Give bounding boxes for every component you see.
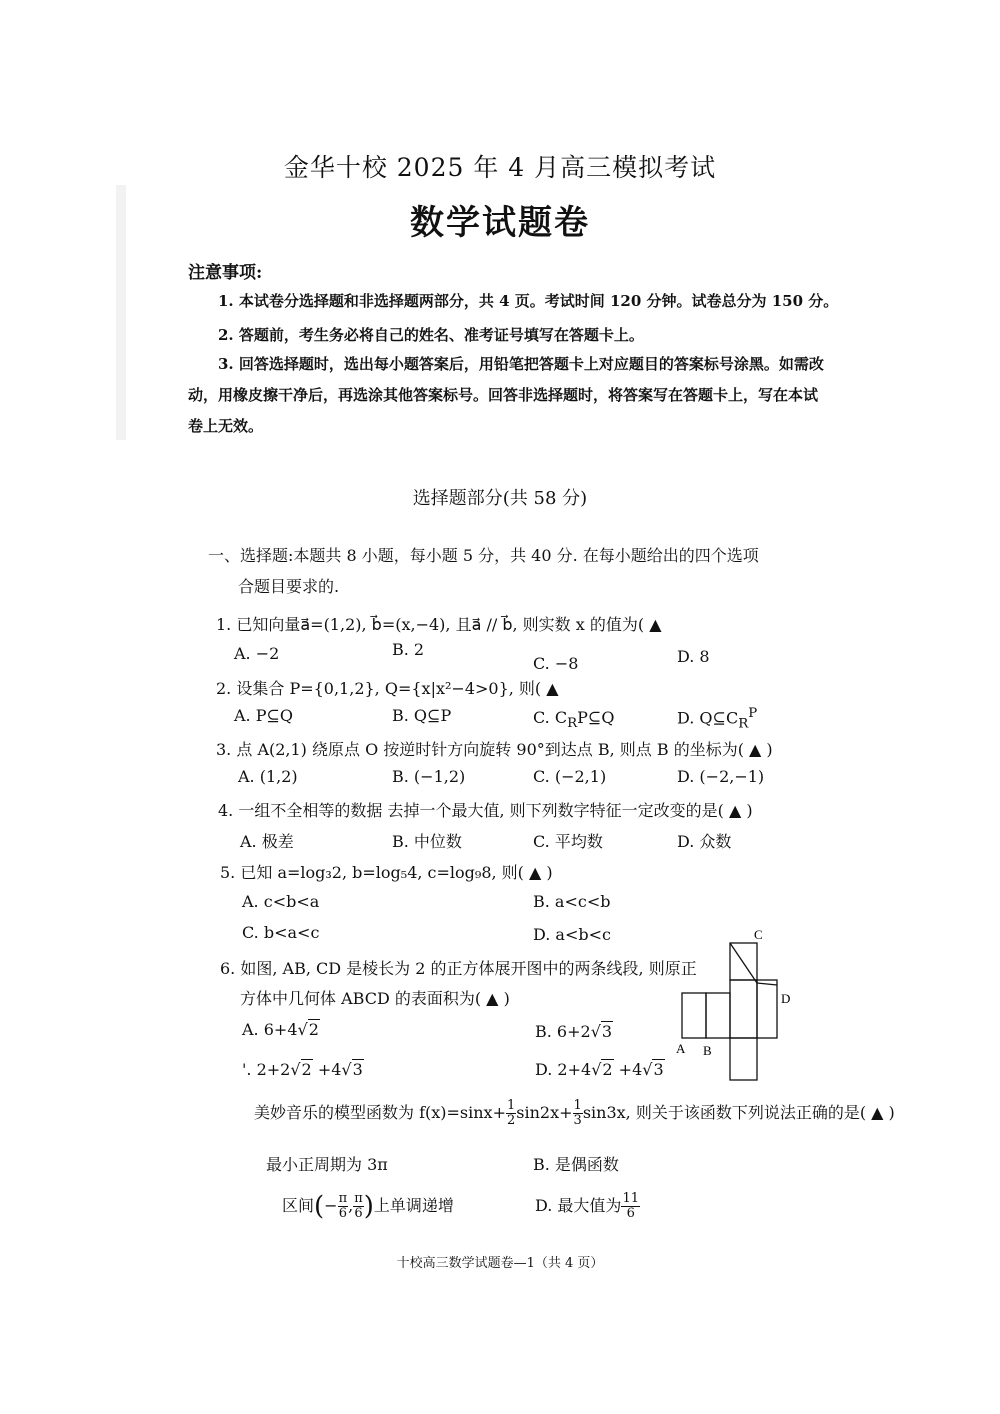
question-2-option-d-head: D. Q⊆C — [677, 708, 739, 728]
fraction-numerator: π — [338, 1191, 348, 1206]
fraction-pi-sixth — [353, 1192, 364, 1221]
question-7-option-b: B. 是偶函数 — [533, 1155, 619, 1174]
question-7-option-d-pre: D. 最大值为 — [535, 1196, 622, 1215]
question-1-stem: 1. 已知向量a⃗=(1,2), b⃗=(x,−4), 且a⃗ // b⃗, 则实数 x 的值为( ▲ — [216, 615, 662, 634]
instructions-line-2: 合题目要求的. — [238, 577, 340, 596]
question-2-option-c-tail: P⊆Q — [577, 708, 615, 727]
fraction-pi-sixth — [338, 1192, 349, 1221]
segment-cd — [730, 943, 757, 983]
fraction-denominator: 6 — [338, 1206, 347, 1221]
question-4-option-b: B. 中位数 — [392, 832, 462, 851]
question-3-option-b: B. (−1,2) — [392, 767, 466, 786]
question-7-option-a: 最小正周期为 3π — [266, 1155, 388, 1174]
notice-line-1: 1. 本试卷分选择题和非选择题两部分，共 4 页。考试时间 120 分钟。试卷总分为 150 分。 — [218, 292, 839, 310]
fraction-numerator: 11 — [622, 1191, 639, 1206]
question-2-option-c-sub: R — [567, 716, 578, 732]
question-4-stem: 4. 一组不全相等的数据 去掉一个最大值, 则下列数字特征一定改变的是( ▲ ) — [218, 801, 753, 820]
label-b: B — [703, 1043, 712, 1058]
question-5-option-d: D. a<b<c — [533, 925, 611, 944]
question-3-option-d: D. (−2,−1) — [677, 767, 765, 786]
question-7-stem-post: sin3x, 则关于该函数下列说法正确的是( ▲ ) — [582, 1103, 895, 1122]
net-face-mid-left — [706, 993, 730, 1038]
notice-line-2: 2. 答题前，考生务必将自己的姓名、准考证号填写在答题卡上。 — [218, 326, 644, 344]
fraction-numerator: 1 — [573, 1098, 582, 1113]
question-5-stem: 5. 已知 a=log₃2, b=log₅4, c=log₉8, 则( ▲ ) — [220, 863, 553, 882]
question-6-option-d-mid: +4 — [613, 1060, 643, 1079]
section-title: 选择题部分(共 58 分) — [412, 488, 588, 509]
question-7-stem — [254, 1096, 895, 1130]
question-4-option-a: A. 极差 — [240, 832, 294, 851]
question-2-option-c — [533, 708, 614, 731]
question-2-option-d — [677, 706, 757, 732]
question-3-option-a: A. (1,2) — [238, 767, 298, 786]
notice-heading: 注意事项: — [188, 263, 263, 283]
question-6-option-b: B. 6+2√3 — [535, 1022, 613, 1041]
fraction-one-third — [573, 1099, 583, 1128]
question-2-option-c-head: C. C — [533, 708, 568, 727]
question-4-option-c: C. 平均数 — [533, 832, 603, 851]
question-6-option-c-text: '. 2+2 — [242, 1060, 291, 1079]
question-1-option-b: B. 2 — [392, 640, 425, 659]
fraction-denominator: 2 — [507, 1113, 516, 1128]
notice-line-3: 3. 回答选择题时，选出每小题答案后，用铅笔把答题卡上对应题目的答案标号涂黑。如需改 — [218, 355, 824, 373]
question-5-option-a: A. c<b<a — [242, 892, 320, 911]
label-a: A — [676, 1041, 686, 1056]
question-6-option-c-radicand-2: 3 — [352, 1060, 363, 1079]
exam-title: 金华十校 2025 年 4 月高三模拟考试 — [283, 153, 717, 182]
question-2-option-d-tail: P — [748, 706, 758, 721]
question-6-option-c-radicand-1: 2 — [301, 1060, 312, 1079]
question-6-option-b-text: B. 6+2 — [535, 1022, 591, 1041]
question-6-option-b-radicand: 3 — [601, 1022, 613, 1041]
question-6-option-d-radicand-1: 2 — [602, 1060, 613, 1079]
page-footer: 十校高三数学试题卷—1（共 4 页） — [396, 1256, 604, 1271]
fraction-denominator: 6 — [354, 1206, 363, 1221]
segment-cd-ext — [757, 983, 777, 985]
question-3-stem: 3. 点 A(2,1) 绕原点 O 按逆时针方向旋转 90°到达点 B, 则点 B 的坐标为( ▲ ) — [216, 740, 773, 759]
question-7-option-d — [535, 1188, 640, 1224]
net-face-bottom — [730, 1038, 757, 1080]
question-1-option-a: A. −2 — [234, 644, 280, 663]
cube-net-figure — [670, 925, 810, 1085]
net-face-center — [730, 980, 757, 1038]
question-7-option-c: 区间(− $\frac{\pi}{6}$ , $\frac{\pi}{6}$ )上单调递增 — [282, 1191, 454, 1222]
fraction-one-half — [506, 1099, 516, 1128]
question-2-stem: 2. 设集合 P={0,1,2}, Q={x|x²−4>0}, 则( ▲ — [216, 679, 559, 698]
question-7-stem-pre: 美妙音乐的模型函数为 f(x)=sinx+ — [254, 1103, 506, 1122]
fraction-numerator: π — [354, 1191, 363, 1206]
question-6-option-c-mid: +4 — [312, 1060, 342, 1079]
net-face-left — [682, 993, 706, 1038]
question-2-option-b: B. Q⊆P — [392, 706, 452, 725]
question-2-option-a: A. P⊆Q — [234, 706, 294, 725]
question-5-option-c: C. b<a<c — [242, 923, 320, 942]
instructions-line-1: 一、选择题:本题共 8 小题，每小题 5 分，共 40 分. 在每小题给出的四个选项 — [208, 546, 759, 565]
question-6-stem-line-1: 6. 如图, AB, CD 是棱长为 2 的正方体展开图中的两条线段, 则原正 — [220, 959, 697, 978]
question-3-option-c: C. (−2,1) — [533, 767, 607, 786]
label-c: C — [754, 927, 763, 942]
question-6-option-d-text: D. 2+4 — [535, 1060, 592, 1079]
notice-line-4: 动，用橡皮擦干净后，再选涂其他答案标号。回答非选择题时，将答案写在答题卡上，写在本试 — [188, 386, 819, 404]
question-6-option-d: D. 2+4√2 +4√3 — [535, 1060, 664, 1079]
question-6-option-a-text: A. 6+4 — [242, 1020, 298, 1039]
question-5-option-b: B. a<c<b — [533, 892, 611, 911]
notice-line-5: 卷上无效。 — [188, 417, 264, 435]
question-6-option-a-radicand: 2 — [308, 1020, 319, 1039]
fraction-denominator: 3 — [573, 1113, 582, 1128]
fraction-numerator: 1 — [507, 1098, 516, 1113]
question-6-stem-line-2: 方体中几何体 ABCD 的表面积为( ▲ ) — [240, 989, 510, 1008]
net-face-right — [757, 980, 777, 1038]
question-2-option-d-sub: R — [738, 716, 749, 732]
question-7-stem-mid: sin2x+ — [516, 1103, 573, 1122]
question-6-option-d-radicand-2: 3 — [653, 1060, 664, 1079]
label-d: D — [781, 991, 791, 1006]
question-4-option-d: D. 众数 — [677, 832, 732, 851]
question-6-option-a: A. 6+4√2 — [242, 1020, 319, 1039]
question-1-option-d: D. 8 — [677, 647, 710, 666]
fraction-eleven-sixths — [621, 1192, 640, 1221]
question-7-option-c-pre: 区间 — [282, 1196, 315, 1215]
question-6-option-c: '. 2+2√2 +4√3 — [242, 1060, 363, 1079]
question-1-option-c: C. −8 — [533, 654, 579, 673]
paper-title: 数学试题卷 — [410, 203, 590, 243]
fraction-denominator: 6 — [626, 1206, 635, 1221]
question-7-option-c-post: 上单调递增 — [373, 1196, 454, 1215]
